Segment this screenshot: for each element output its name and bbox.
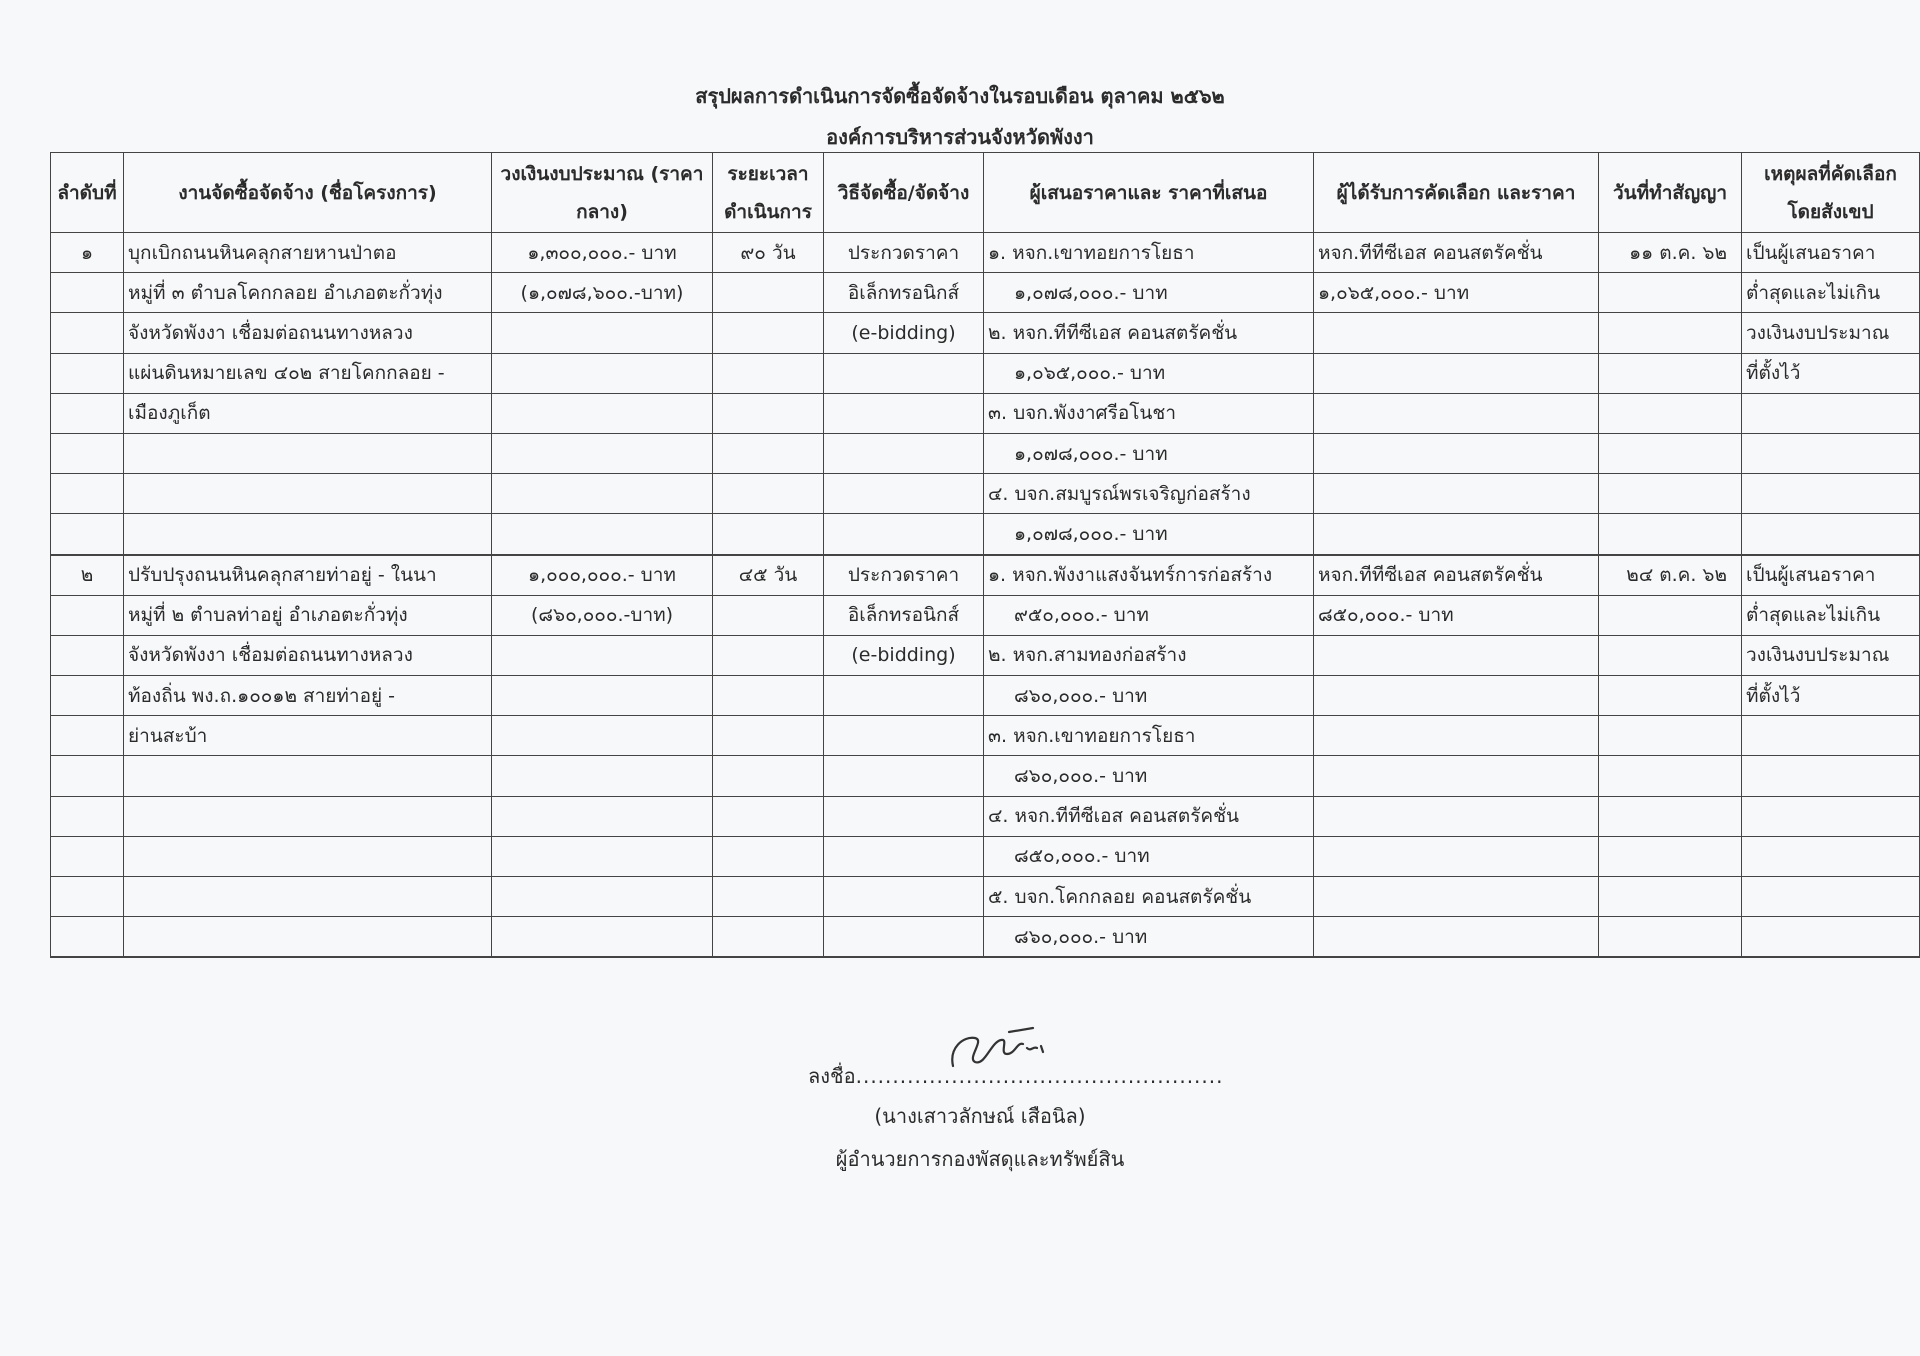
table-cell: ย่านสะบ้า bbox=[124, 716, 492, 756]
table-cell bbox=[492, 877, 713, 917]
table-cell bbox=[124, 433, 492, 473]
table-cell bbox=[1599, 353, 1742, 393]
table-cell: ๑. หจก.พังงาแสงจันทร์การก่อสร้าง bbox=[984, 555, 1314, 596]
table-cell bbox=[492, 917, 713, 958]
table-cell bbox=[824, 474, 984, 514]
table-cell bbox=[824, 796, 984, 836]
table-row bbox=[51, 313, 1920, 353]
column-header: งานจัดซื้อจัดจ้าง (ชื่อโครงการ) bbox=[124, 153, 492, 233]
table-cell: ๘๖๐,๐๐๐.- บาท bbox=[984, 676, 1314, 716]
table-cell: ต่ำสุดและไม่เกิน bbox=[1742, 595, 1920, 635]
table-cell: (e-bidding) bbox=[824, 313, 984, 353]
table-cell bbox=[713, 796, 824, 836]
table-cell: ประกวดราคา bbox=[824, 233, 984, 273]
table-cell bbox=[51, 716, 124, 756]
table-cell: อิเล็กทรอนิกส์ bbox=[824, 595, 984, 635]
table-cell: ๒ bbox=[51, 555, 124, 596]
table-row bbox=[51, 273, 1920, 313]
table-cell: ๘๖๐,๐๐๐.- บาท bbox=[984, 756, 1314, 796]
document-title: สรุปผลการดำเนินการจัดซื้อจัดจ้างในรอบเดือน ตุลาคม ๒๕๖๒ bbox=[695, 84, 1225, 108]
table-cell bbox=[1314, 514, 1599, 555]
table-cell bbox=[51, 796, 124, 836]
table-row bbox=[51, 433, 1920, 473]
table-cell: ๘๕๐,๐๐๐.- บาท bbox=[984, 836, 1314, 876]
table-cell bbox=[1314, 433, 1599, 473]
table-row bbox=[51, 353, 1920, 393]
signer-position: ผู้อำนวยการกองพัสดุและทรัพย์สิน bbox=[835, 1147, 1125, 1171]
table-cell: ๘๖๐,๐๐๐.- บาท bbox=[984, 917, 1314, 958]
table-cell bbox=[713, 836, 824, 876]
table-cell: ๙๐ วัน bbox=[713, 233, 824, 273]
table-cell bbox=[1599, 877, 1742, 917]
table-cell bbox=[1314, 353, 1599, 393]
column-header: ระยะเวลา ดำเนินการ bbox=[713, 153, 824, 233]
table-cell: ๔. หจก.ทีทีซีเอส คอนสตรัคชั่น bbox=[984, 796, 1314, 836]
table-cell bbox=[51, 877, 124, 917]
table-row bbox=[51, 595, 1920, 635]
table-cell bbox=[124, 836, 492, 876]
table-cell bbox=[51, 595, 124, 635]
table-cell bbox=[713, 393, 824, 433]
column-header: วงเงินงบประมาณ (ราคากลาง) bbox=[492, 153, 713, 233]
table-cell bbox=[1742, 836, 1920, 876]
table-cell bbox=[51, 273, 124, 313]
table-cell bbox=[824, 433, 984, 473]
table-cell bbox=[1742, 514, 1920, 555]
organization-name: องค์การบริหารส่วนจังหวัดพังงา bbox=[826, 125, 1094, 149]
table-row bbox=[51, 474, 1920, 514]
table-cell bbox=[713, 756, 824, 796]
table-cell bbox=[824, 917, 984, 958]
table-cell: (e-bidding) bbox=[824, 635, 984, 675]
table-cell bbox=[492, 836, 713, 876]
table-cell: ๑. หจก.เขาทอยการโยธา bbox=[984, 233, 1314, 273]
table-cell bbox=[824, 393, 984, 433]
column-header: วันที่ทำสัญญา bbox=[1599, 153, 1742, 233]
table-cell bbox=[713, 917, 824, 958]
table-cell bbox=[1742, 716, 1920, 756]
table-row bbox=[51, 917, 1920, 958]
table-cell bbox=[1599, 474, 1742, 514]
table-cell: ๘๕๐,๐๐๐.- บาท bbox=[1314, 595, 1599, 635]
table-cell bbox=[1599, 393, 1742, 433]
table-cell: หมู่ที่ ๓ ตำบลโคกกลอย อำเภอตะกั่วทุ่ง bbox=[124, 273, 492, 313]
table-cell bbox=[824, 514, 984, 555]
table-row bbox=[51, 676, 1920, 716]
table-cell bbox=[1742, 877, 1920, 917]
table-cell bbox=[51, 635, 124, 675]
table-cell: ๑,๐๗๘,๐๐๐.- บาท bbox=[984, 273, 1314, 313]
table-cell bbox=[492, 676, 713, 716]
table-cell bbox=[492, 635, 713, 675]
table-cell bbox=[492, 393, 713, 433]
table-cell bbox=[1314, 313, 1599, 353]
table-cell bbox=[713, 273, 824, 313]
table-cell bbox=[51, 514, 124, 555]
table-row bbox=[51, 555, 1920, 596]
table-row bbox=[51, 716, 1920, 756]
table-cell bbox=[824, 353, 984, 393]
table-cell bbox=[1742, 474, 1920, 514]
table-cell bbox=[124, 917, 492, 958]
table-cell: ๕. บจก.โคกกลอย คอนสตรัคชั่น bbox=[984, 877, 1314, 917]
table-cell: หจก.ทีทีซีเอส คอนสตรัคชั่น bbox=[1314, 555, 1599, 596]
procurement-table bbox=[50, 152, 1920, 958]
table-cell bbox=[1599, 433, 1742, 473]
table-cell bbox=[51, 393, 124, 433]
table-cell bbox=[1599, 595, 1742, 635]
table-header-row bbox=[51, 153, 1920, 233]
table-cell bbox=[51, 676, 124, 716]
table-row bbox=[51, 514, 1920, 555]
table-cell: วงเงินงบประมาณ bbox=[1742, 635, 1920, 675]
table-cell: ประกวดราคา bbox=[824, 555, 984, 596]
table-cell: ๔๕ วัน bbox=[713, 555, 824, 596]
table-cell: จังหวัดพังงา เชื่อมต่อถนนทางหลวง bbox=[124, 635, 492, 675]
table-cell bbox=[1314, 836, 1599, 876]
handwritten-signature bbox=[945, 1018, 1055, 1078]
table-cell bbox=[1314, 796, 1599, 836]
table-row bbox=[51, 635, 1920, 675]
table-row bbox=[51, 796, 1920, 836]
table-row bbox=[51, 233, 1920, 273]
table-cell bbox=[492, 353, 713, 393]
table-cell bbox=[492, 514, 713, 555]
table-cell bbox=[492, 796, 713, 836]
table-row bbox=[51, 877, 1920, 917]
table-cell bbox=[713, 716, 824, 756]
table-cell bbox=[492, 433, 713, 473]
table-cell bbox=[1314, 393, 1599, 433]
table-cell bbox=[713, 635, 824, 675]
table-cell bbox=[51, 836, 124, 876]
signature-dots: .................................................. bbox=[855, 1064, 1224, 1088]
table-cell bbox=[124, 796, 492, 836]
table-cell: อิเล็กทรอนิกส์ bbox=[824, 273, 984, 313]
table-cell: เป็นผู้เสนอราคา bbox=[1742, 233, 1920, 273]
table-cell bbox=[51, 433, 124, 473]
table-cell bbox=[492, 474, 713, 514]
signer-name: (นางเสาวลักษณ์ เสือนิล) bbox=[874, 1104, 1086, 1128]
table-cell: (๑,๐๗๘,๖๐๐.-บาท) bbox=[492, 273, 713, 313]
column-header: วิธีจัดซื้อ/จัดจ้าง bbox=[824, 153, 984, 233]
table-cell: ปรับปรุงถนนหินคลุกสายท่าอยู่ - ในนา bbox=[124, 555, 492, 596]
table-row bbox=[51, 393, 1920, 433]
table-cell bbox=[1314, 676, 1599, 716]
column-header: ผู้ได้รับการคัดเลือก และราคา bbox=[1314, 153, 1599, 233]
table-cell: ๒. หจก.สามทองก่อสร้าง bbox=[984, 635, 1314, 675]
table-cell bbox=[124, 877, 492, 917]
table-cell: แผ่นดินหมายเลข ๔๐๒ สายโคกกลอย - bbox=[124, 353, 492, 393]
table-cell bbox=[713, 313, 824, 353]
column-header: ผู้เสนอราคาและ ราคาที่เสนอ bbox=[984, 153, 1314, 233]
table-cell bbox=[1599, 756, 1742, 796]
table-cell: หมู่ที่ ๒ ตำบลท่าอยู่ อำเภอตะกั่วทุ่ง bbox=[124, 595, 492, 635]
table-row bbox=[51, 756, 1920, 796]
table-cell bbox=[1599, 917, 1742, 958]
table-cell bbox=[51, 756, 124, 796]
table-cell bbox=[1742, 796, 1920, 836]
table-cell: ๑,๓๐๐,๐๐๐.- บาท bbox=[492, 233, 713, 273]
table-cell bbox=[492, 313, 713, 353]
column-header: ลำดับที่ bbox=[51, 153, 124, 233]
table-cell: ๑,๐๐๐,๐๐๐.- บาท bbox=[492, 555, 713, 596]
table-cell bbox=[824, 676, 984, 716]
table-cell bbox=[1314, 474, 1599, 514]
table-cell bbox=[124, 756, 492, 796]
table-cell bbox=[1314, 917, 1599, 958]
table-cell bbox=[1314, 716, 1599, 756]
table-cell bbox=[492, 756, 713, 796]
table-cell bbox=[824, 716, 984, 756]
table-cell bbox=[713, 474, 824, 514]
table-cell: ท้องถิ่น พง.ถ.๑๐๐๑๒ สายท่าอยู่ - bbox=[124, 676, 492, 716]
table-cell bbox=[713, 353, 824, 393]
table-cell bbox=[713, 433, 824, 473]
table-cell bbox=[1599, 635, 1742, 675]
table-row bbox=[51, 836, 1920, 876]
table-cell bbox=[492, 716, 713, 756]
table-cell bbox=[824, 756, 984, 796]
table-cell: ๓. หจก.เขาทอยการโยธา bbox=[984, 716, 1314, 756]
table-cell: หจก.ทีทีซีเอส คอนสตรัคชั่น bbox=[1314, 233, 1599, 273]
table-cell bbox=[824, 836, 984, 876]
table-cell: ที่ตั้งไว้ bbox=[1742, 676, 1920, 716]
table-cell: ต่ำสุดและไม่เกิน bbox=[1742, 273, 1920, 313]
table-cell: ที่ตั้งไว้ bbox=[1742, 353, 1920, 393]
table-cell bbox=[1599, 716, 1742, 756]
table-cell: ๑,๐๖๕,๐๐๐.- บาท bbox=[1314, 273, 1599, 313]
table-cell bbox=[124, 514, 492, 555]
table-cell bbox=[51, 313, 124, 353]
table-cell: ๑,๐๗๘,๐๐๐.- บาท bbox=[984, 433, 1314, 473]
table-cell bbox=[1742, 433, 1920, 473]
table-cell bbox=[1314, 635, 1599, 675]
table-cell bbox=[713, 676, 824, 716]
table-cell bbox=[713, 877, 824, 917]
table-cell bbox=[124, 474, 492, 514]
table-cell bbox=[1742, 393, 1920, 433]
table-cell bbox=[713, 595, 824, 635]
table-cell bbox=[1742, 917, 1920, 958]
table-cell: บุกเบิกถนนหินคลุกสายหานป่าตอ bbox=[124, 233, 492, 273]
table-cell bbox=[713, 514, 824, 555]
table-body bbox=[51, 233, 1920, 958]
table-cell bbox=[51, 474, 124, 514]
signature-label: ลงชื่อ bbox=[808, 1064, 856, 1088]
table-cell: ๔. บจก.สมบูรณ์พรเจริญก่อสร้าง bbox=[984, 474, 1314, 514]
table-cell bbox=[1599, 796, 1742, 836]
table-cell bbox=[1599, 273, 1742, 313]
table-cell: จังหวัดพังงา เชื่อมต่อถนนทางหลวง bbox=[124, 313, 492, 353]
table-cell bbox=[824, 877, 984, 917]
table-cell bbox=[1599, 676, 1742, 716]
table-cell: ๓. บจก.พังงาศรีอโนชา bbox=[984, 393, 1314, 433]
table-cell: ๑ bbox=[51, 233, 124, 273]
table-cell: ๑๑ ต.ค. ๖๒ bbox=[1599, 233, 1742, 273]
table-cell: (๘๖๐,๐๐๐.-บาท) bbox=[492, 595, 713, 635]
table-cell: ๑,๐๖๕,๐๐๐.- บาท bbox=[984, 353, 1314, 393]
table-cell bbox=[1599, 836, 1742, 876]
table-cell bbox=[1599, 313, 1742, 353]
table-cell bbox=[1314, 877, 1599, 917]
table-cell: ๒. หจก.ทีทีซีเอส คอนสตรัคชั่น bbox=[984, 313, 1314, 353]
table-cell bbox=[51, 353, 124, 393]
table-cell bbox=[51, 917, 124, 958]
table-cell: ๙๕๐,๐๐๐.- บาท bbox=[984, 595, 1314, 635]
column-header: เหตุผลที่คัดเลือก โดยสังเขป bbox=[1742, 153, 1920, 233]
table-cell bbox=[1314, 756, 1599, 796]
table-cell: ๒๔ ต.ค. ๖๒ bbox=[1599, 555, 1742, 596]
table-cell bbox=[1742, 756, 1920, 796]
table-cell: วงเงินงบประมาณ bbox=[1742, 313, 1920, 353]
table-cell: ๑,๐๗๘,๐๐๐.- บาท bbox=[984, 514, 1314, 555]
table-cell bbox=[1599, 514, 1742, 555]
table-cell: เมืองภูเก็ต bbox=[124, 393, 492, 433]
table-cell: เป็นผู้เสนอราคา bbox=[1742, 555, 1920, 596]
